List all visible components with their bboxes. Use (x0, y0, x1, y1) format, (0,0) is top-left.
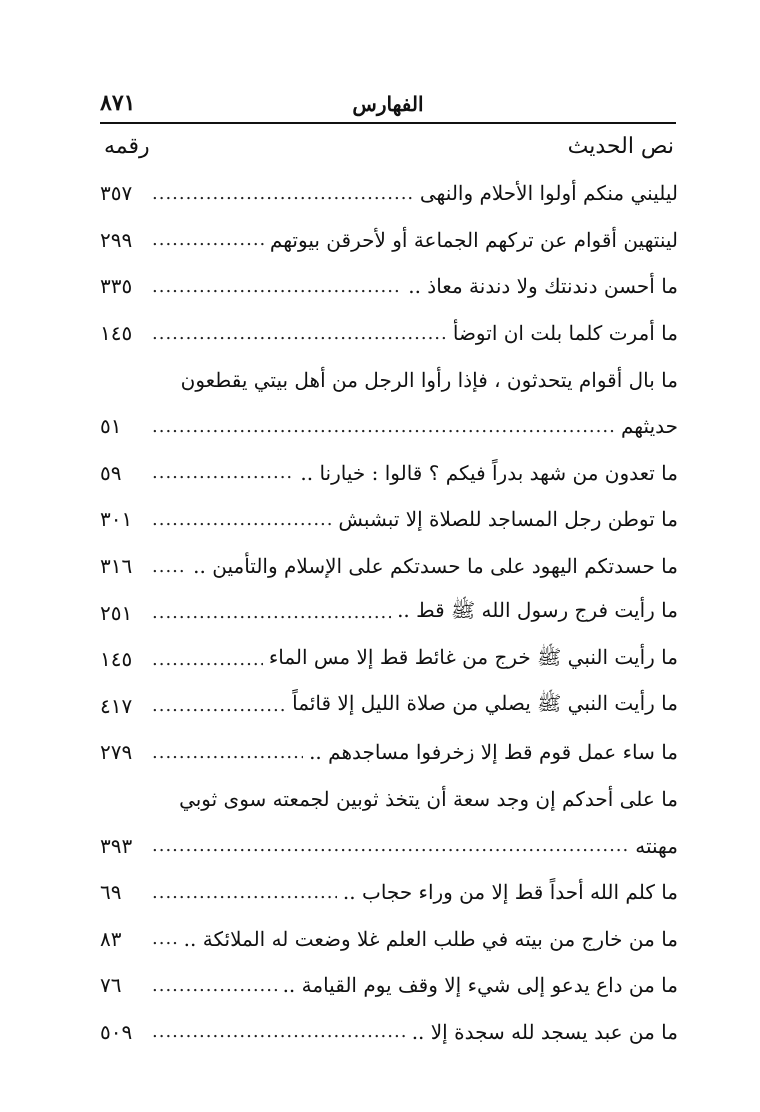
index-entry (100, 403, 678, 450)
entry-text: ما توطن رجل المساجد للصلاة إلا تبشبش (338, 507, 678, 532)
index-entry (100, 636, 678, 683)
index-entry (100, 217, 678, 264)
entry-text: ما حسدتكم اليهود على ما حسدتكم على الإسلام والتأمين .. (193, 554, 678, 579)
running-title: الفهارس (352, 92, 424, 116)
dot-leader (152, 928, 178, 949)
dot-leader (152, 742, 303, 763)
entry-number: ٣٩٣ (100, 833, 133, 858)
entry-text: ما من خارج من بيته في طلب العلم غلا وضعت له الملائكة .. (183, 926, 678, 951)
entry-number: ٥٠٩ (100, 1019, 133, 1044)
index-list (100, 170, 678, 1055)
dot-leader (152, 276, 402, 297)
dot-leader (152, 695, 286, 716)
dot-leader (152, 835, 629, 856)
entry-number: ٢٥١ (100, 600, 133, 625)
entry-text: مهنته (635, 833, 678, 858)
entry-number: ١٤٥ (100, 647, 133, 672)
entry-text: ما على أحدكم إن وجد سعة أن يتخذ ثوبين لجمعته سوى ثوبي (179, 787, 678, 812)
dot-leader (152, 509, 332, 530)
index-entry (100, 822, 678, 869)
entry-text: ما تعدون من شهد بدراً فيكم ؟ قالوا : خيارنا .. (300, 460, 678, 485)
index-entry (100, 310, 678, 357)
column-header-hadith-text: نص الحديث (567, 134, 674, 159)
index-entry (100, 1009, 678, 1056)
index-entry (100, 776, 678, 823)
index-entry (100, 263, 678, 310)
page-header (100, 86, 676, 124)
entry-number: ٨٣ (100, 926, 122, 951)
entry-number: ٣٣٥ (100, 274, 133, 299)
entry-text: ليليني منكم أولوا الأحلام والنهى (419, 181, 678, 206)
index-entry (100, 869, 678, 916)
index-entry (100, 170, 678, 217)
entry-number: ٥١ (100, 414, 122, 439)
index-entry (100, 729, 678, 776)
dot-leader (152, 229, 264, 250)
index-entry (100, 683, 678, 730)
dot-leader (152, 183, 414, 204)
entry-text: حديثهم (621, 414, 678, 439)
index-entry (100, 356, 678, 403)
entry-number: ٣٠١ (100, 507, 133, 532)
dot-leader (152, 462, 294, 483)
page-number: ٨٧١ (100, 90, 136, 116)
entry-number: ١٤٥ (100, 321, 133, 346)
dot-leader (152, 649, 263, 670)
dot-leader (152, 602, 391, 623)
entry-text: ما ساء عمل قوم قط إلا زخرفوا مساجدهم .. (309, 740, 678, 765)
entry-text: ما من داع يدعو إلى شيء إلا وقف يوم القيامة .. (282, 973, 678, 998)
entry-text: ما بال أقوام يتحدثون ، فإذا رأوا الرجل من أهل بيتي يقطعون (180, 367, 678, 392)
entry-text: ما أحسن دندنتك ولا دندنة معاذ .. (408, 274, 678, 299)
entry-text: ما رأيت النبي ﷺ خرج من غائط قط إلا مس الماء (268, 644, 678, 669)
entry-number: ٢٩٩ (100, 227, 133, 252)
column-header-number: رقمه (104, 134, 150, 159)
dot-leader (152, 975, 277, 996)
dot-leader (152, 1021, 406, 1042)
dot-leader (152, 416, 615, 437)
dot-leader (152, 882, 337, 903)
entry-text: لينتهين أقوام عن تركهم الجماعة أو لأحرقن بيوتهم (269, 227, 678, 252)
index-entry (100, 589, 678, 636)
entry-text: ما رأيت فرج رسول الله ﷺ قط .. (397, 598, 678, 623)
entry-text: ما رأيت النبي ﷺ يصلي من صلاة الليل إلا قائماً (292, 691, 678, 716)
dot-leader (152, 556, 187, 577)
entry-number: ٣١٦ (100, 554, 133, 579)
entry-number: ٥٩ (100, 460, 122, 485)
entry-text: ما من عبد يسجد لله سجدة إلا .. (411, 1019, 678, 1044)
entry-number: ٤١٧ (100, 693, 133, 718)
entry-number: ٣٥٧ (100, 181, 133, 206)
index-entry (100, 450, 678, 497)
index-entry (100, 962, 678, 1009)
index-entry (100, 496, 678, 543)
entry-text: ما أمرت كلما بلت ان اتوضأ (452, 321, 678, 346)
entry-number: ٧٦ (100, 973, 122, 998)
dot-leader (152, 323, 447, 344)
entry-text: ما كلم الله أحداً قط إلا من وراء حجاب .. (342, 880, 678, 905)
index-entry (100, 543, 678, 590)
entry-number: ٦٩ (100, 880, 122, 905)
index-entry (100, 916, 678, 963)
entry-number: ٢٧٩ (100, 740, 133, 765)
